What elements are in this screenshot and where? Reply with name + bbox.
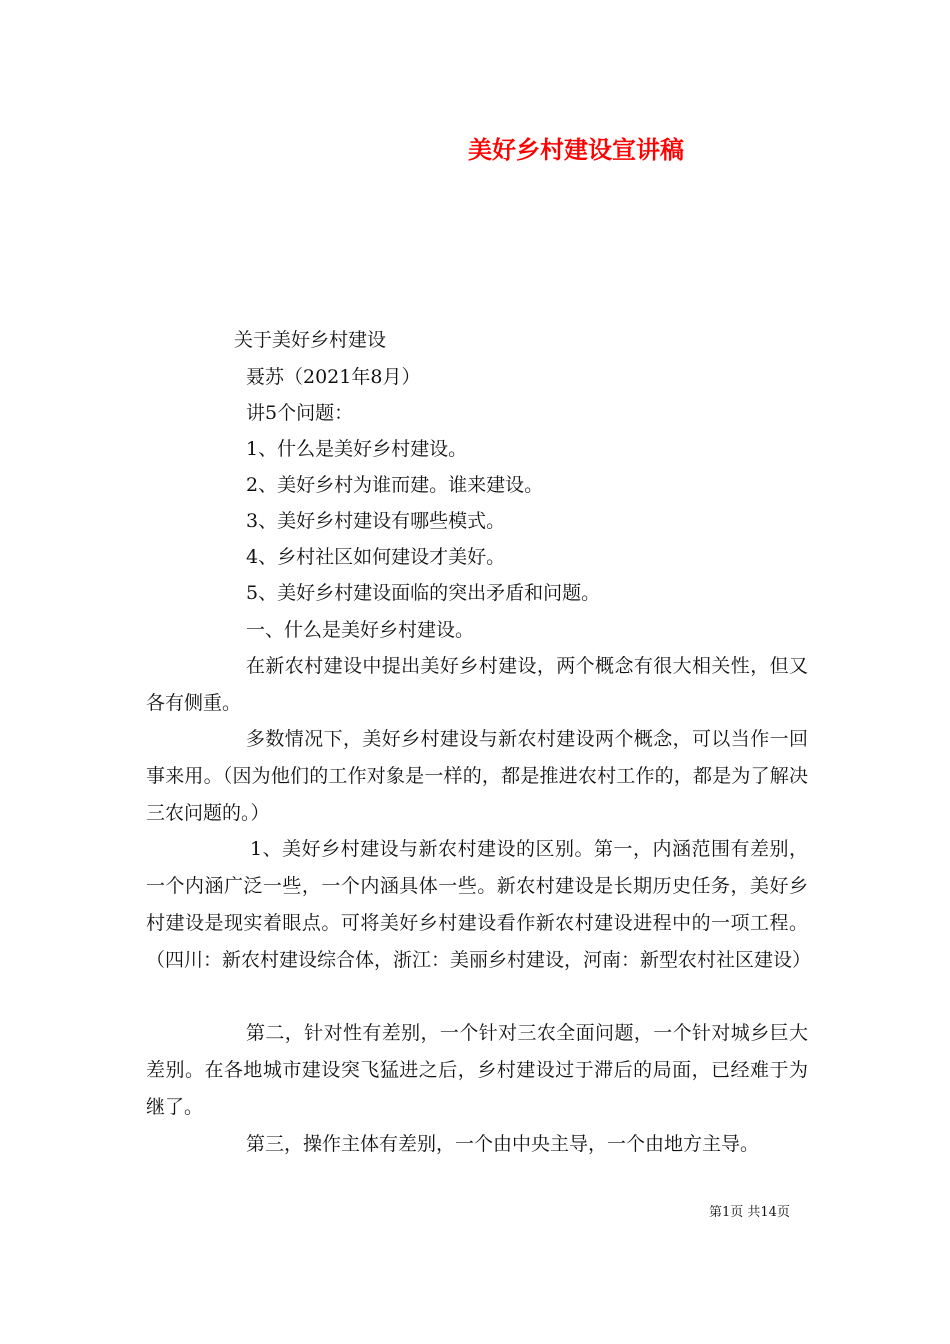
body-paragraph: 第二，针对性有差别，一个针对三农全面问题，一个针对城乡巨大差别。在各地城市建设突飞猛进之后，乡村建设过于滞后的局面，已经难于为继了。 [146,1022,808,1118]
topic-item: 1、什么是美好乡村建设。 [246,438,468,460]
author-line: 聂苏（2021年8月） [246,366,421,388]
intro-line: 讲5个问题： [246,402,354,424]
topic-item: 3、美好乡村建设有哪些模式。 [246,510,506,532]
document-title: 美好乡村建设宣讲稿 [468,135,684,164]
page-number: 第1页 共14页 [709,1205,790,1220]
section-heading: 一、什么是美好乡村建设。 [246,619,475,641]
body-paragraph: 1、美好乡村建设与新农村建设的区别。第一，内涵范围有差别，一个内涵广泛一些，一个内涵具体一些。新农村建设是长期历史任务，美好乡村建设是现实着眼点。可将美好乡村建设看作新农村建设进程中的一项工程。（四川：新农村建设综合体，浙江：美丽乡村建设，河南：新型农村社区建设） [146,838,812,971]
topic-item: 2、美好乡村为谁而建。谁来建设。 [246,474,544,496]
topic-item: 4、乡村社区如何建设才美好。 [246,546,506,568]
topic-item: 5、美好乡村建设面临的突出矛盾和问题。 [246,582,601,604]
body-paragraph: 在新农村建设中提出美好乡村建设，两个概念有很大相关性，但又各有侧重。 [146,655,808,714]
body-paragraph: 第三，操作主体有差别，一个由中央主导，一个由地方主导。 [246,1133,760,1155]
document-heading: 关于美好乡村建设 [234,329,387,351]
body-paragraph: 多数情况下，美好乡村建设与新农村建设两个概念，可以当作一回事来用。（因为他们的工作对象是一样的，都是推进农村工作的，都是为了解决三农问题的。） [146,728,808,824]
